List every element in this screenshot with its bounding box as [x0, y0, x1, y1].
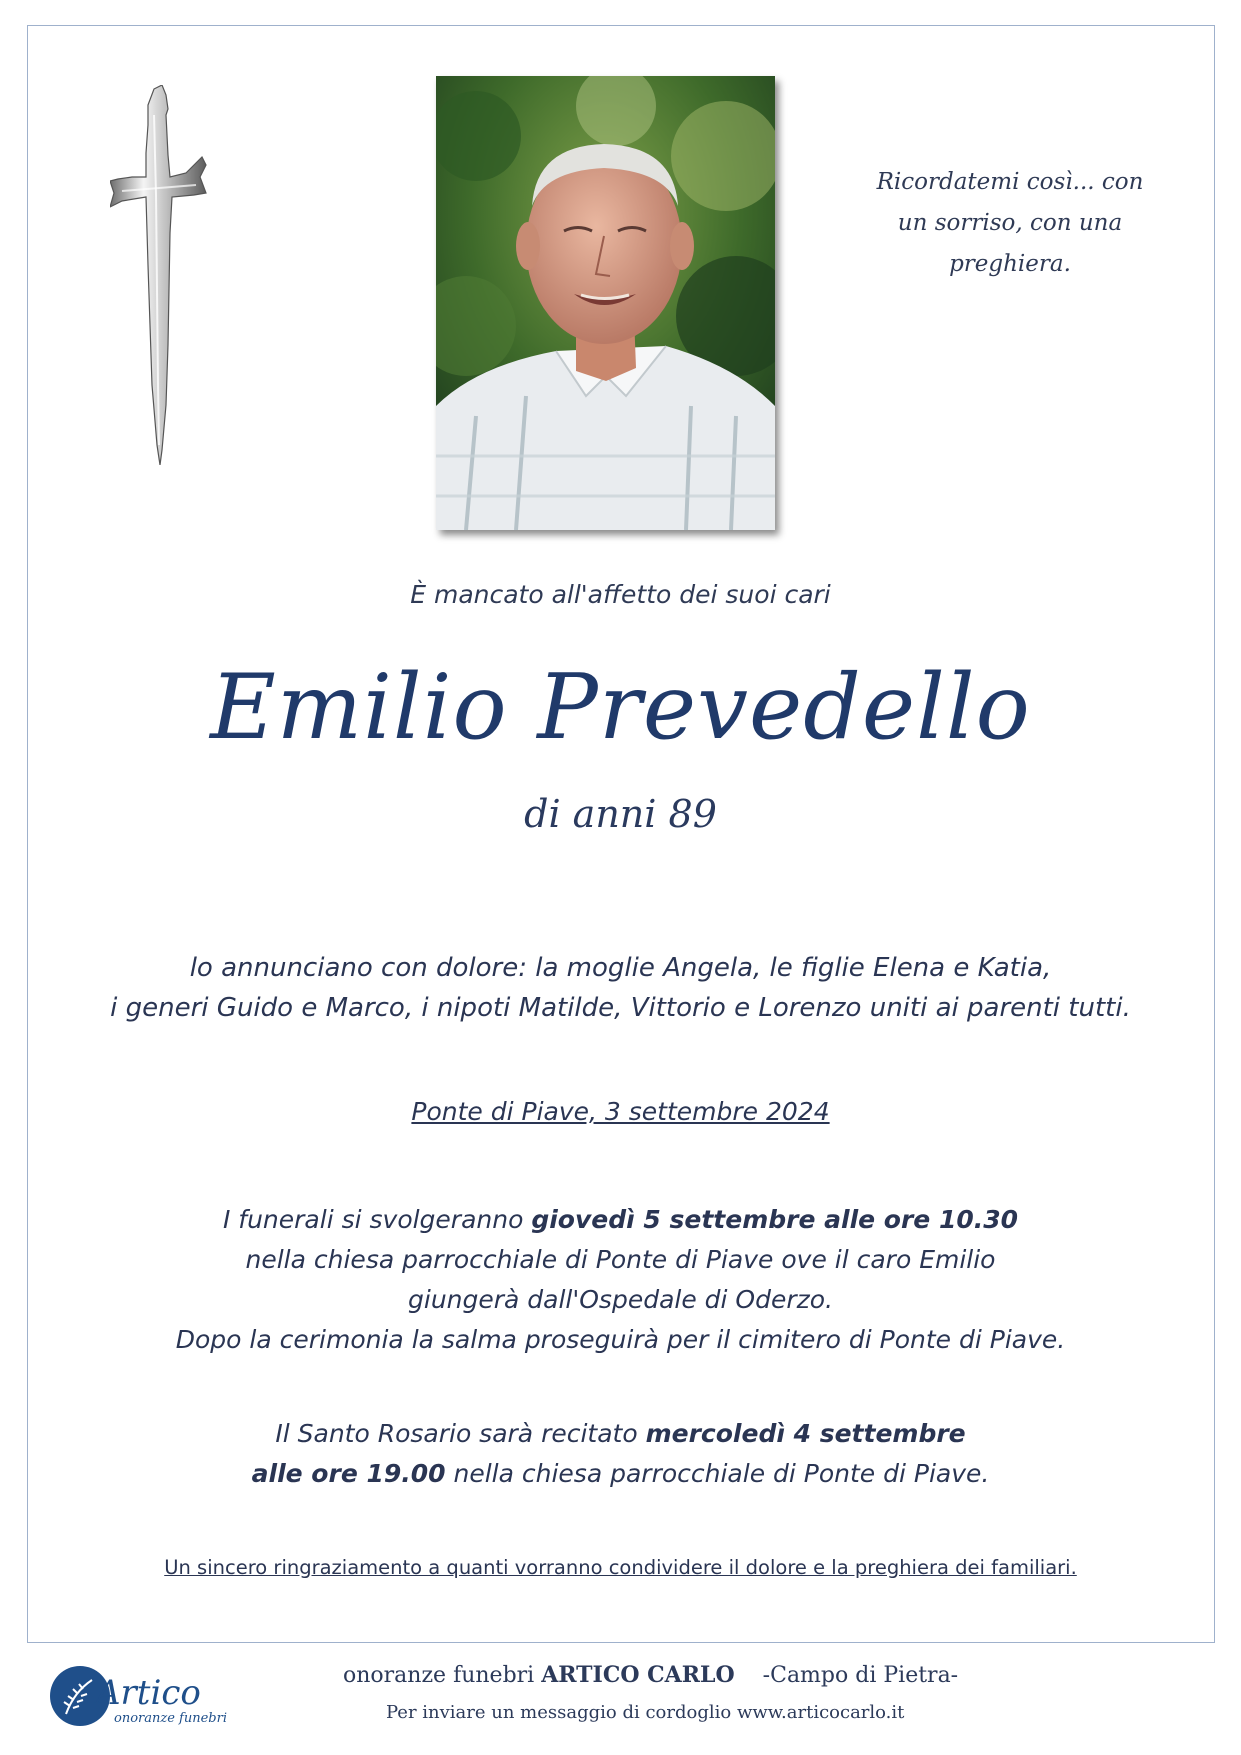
footer-prefix: onoranze funebri	[343, 1663, 542, 1688]
deceased-name: Emilio Prevedello	[210, 655, 1031, 760]
rosary-details	[0, 1414, 1241, 1494]
portrait-photo	[436, 76, 775, 530]
funeral-line-3: giungerà dall'Ospedale di Oderzo.	[408, 1285, 833, 1314]
footer-location: -Campo di Pietra-	[762, 1663, 959, 1688]
announcement-line: lo annunciano con dolore: la moglie Angela, le figlie Elena e Katia,	[189, 953, 1052, 983]
artico-logo	[44, 1662, 244, 1734]
rosary-date: mercoledì 4 settembre	[645, 1419, 966, 1448]
funeral-details	[0, 1200, 1241, 1360]
quote-line: Ricordatemi così... con	[876, 169, 1144, 195]
rosary-time: alle ore 19.00	[251, 1459, 446, 1488]
footer-company: ARTICO CARLO	[541, 1662, 735, 1688]
funeral-line-2: nella chiesa parrocchiale di Ponte di Piave ove il caro Emilio	[245, 1245, 996, 1274]
funeral-line-1	[0, 1200, 1241, 1240]
logo-name: Artico	[96, 1673, 201, 1713]
thanks-text: Un sincero ringraziamento a quanti vorranno condividere il dolore e la preghiera dei familiari.	[164, 1556, 1077, 1579]
memorial-quote	[860, 162, 1160, 285]
rosary-line-1	[0, 1414, 1241, 1454]
quote-line: preghiera.	[949, 251, 1071, 277]
announcement-line: i generi Guido e Marco, i nipoti Matilde, Vittorio e Lorenzo uniti ai parenti tutti.	[110, 993, 1131, 1023]
footer-company-line	[343, 1662, 958, 1688]
logo-tagline: onoranze funebri	[114, 1711, 227, 1726]
footer-message: Per inviare un messaggio di cordoglio www.articocarlo.it	[386, 1702, 905, 1723]
funeral-datetime: giovedì 5 settembre alle ore 10.30	[531, 1205, 1019, 1234]
intro-text: È mancato all'affetto dei suoi cari	[410, 580, 831, 609]
announcement	[0, 948, 1241, 1028]
place-date: Ponte di Piave, 3 settembre 2024	[411, 1097, 830, 1126]
rosary-line-2	[0, 1454, 1241, 1494]
funeral-line-4: Dopo la cerimonia la salma proseguirà per il cimitero di Ponte di Piave.	[175, 1325, 1066, 1354]
quote-line: un sorriso, con una	[897, 210, 1123, 236]
rosary-suffix: nella chiesa parrocchiale di Ponte di Piave.	[445, 1459, 990, 1488]
rosary-prefix: Il Santo Rosario sarà recitato	[275, 1419, 646, 1448]
deceased-age: di anni 89	[524, 792, 717, 836]
cross-icon	[110, 85, 210, 465]
funeral-prefix: I funerali si svolgeranno	[222, 1205, 532, 1234]
